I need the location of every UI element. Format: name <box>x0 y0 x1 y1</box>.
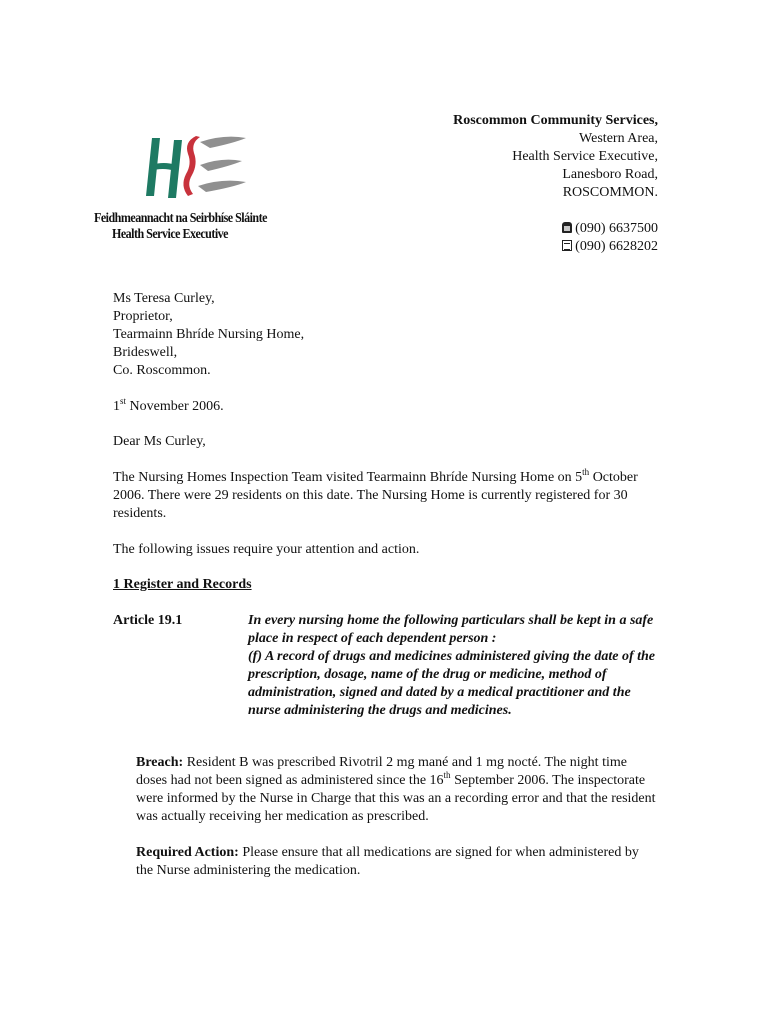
telephone-icon <box>562 222 572 233</box>
hse-mark-icon <box>138 128 268 208</box>
action-label: Required Action: <box>136 845 239 860</box>
recipient-county: Co. Roscommon. <box>113 363 211 378</box>
section-heading: 1 Register and Records <box>113 577 252 592</box>
issues-paragraph: The following issues require your attention and action. <box>113 542 420 557</box>
recipient-place: Brideswell, <box>113 345 178 360</box>
sender-town: ROSCOMMON. <box>562 185 658 200</box>
breach-label: Breach: <box>136 755 184 770</box>
hse-logo <box>90 128 280 248</box>
breach-part1: Resident B was prescribed Rivotril 2 mg mané and 1 mg nocté. The night time doses had not been signed as administered since the 16 <box>136 755 627 788</box>
intro-paragraph <box>113 469 653 523</box>
logo-english-text: Health Service Executive <box>112 227 229 242</box>
sender-road: Lanesboro Road, <box>562 167 658 182</box>
sender-fax-line <box>453 238 658 256</box>
recipient-name: Ms Teresa Curley, <box>113 291 215 306</box>
recipient-home: Tearmainn Bhríde Nursing Home, <box>113 327 305 342</box>
article-line2: (f) A record of drugs and medicines administered giving the date of the prescription, dosage, name of the drug or medicine, method of administration, signed and dated by a medical practitioner and the nurse administering the drugs and medicines. <box>248 649 656 718</box>
fax-icon <box>562 240 572 251</box>
date-suffix: st <box>120 396 127 406</box>
sender-fax: (090) 6628202 <box>575 239 658 254</box>
breach-part2: September 2006. The inspectorate were informed by the Nurse in Charge that this was an a recording error and that the resident was actually receiving her medication as prescribed. <box>136 773 656 824</box>
date-day: 1 <box>113 399 120 414</box>
sender-area: Western Area, <box>579 131 658 146</box>
intro-sup: th <box>582 467 590 477</box>
article-text <box>248 612 658 720</box>
date-rest: November 2006. <box>126 399 224 414</box>
recipient-title: Proprietor, <box>113 309 173 324</box>
article-label: Article 19.1 <box>113 613 183 628</box>
logo-irish-text: Feidhmeannacht na Seirbhíse Sláinte <box>94 211 267 226</box>
recipient-address <box>113 290 304 380</box>
intro-part1: The Nursing Homes Inspection Team visited Tearmainn Bhríde Nursing Home on 5 <box>113 470 583 485</box>
sender-executive: Health Service Executive, <box>512 149 658 164</box>
required-action-paragraph <box>136 844 656 880</box>
sender-phone-line <box>453 220 658 238</box>
salutation: Dear Ms Curley, <box>113 434 206 449</box>
breach-sup: th <box>443 770 451 780</box>
sender-address <box>453 112 658 256</box>
article-line1: In every nursing home the following particulars shall be kept in a safe place in respect of each dependent person : <box>248 613 654 646</box>
breach-paragraph <box>136 754 656 826</box>
sender-phone: (090) 6637500 <box>575 221 658 236</box>
intro-part2: October 2006. There were 29 residents on this date. The Nursing Home is currently registered for 30 residents. <box>113 470 638 521</box>
action-text: Please ensure that all medications are signed for when administered by the Nurse administering the medication. <box>136 845 639 878</box>
sender-org: Roscommon Community Services, <box>453 113 658 128</box>
letter-date <box>113 398 224 416</box>
